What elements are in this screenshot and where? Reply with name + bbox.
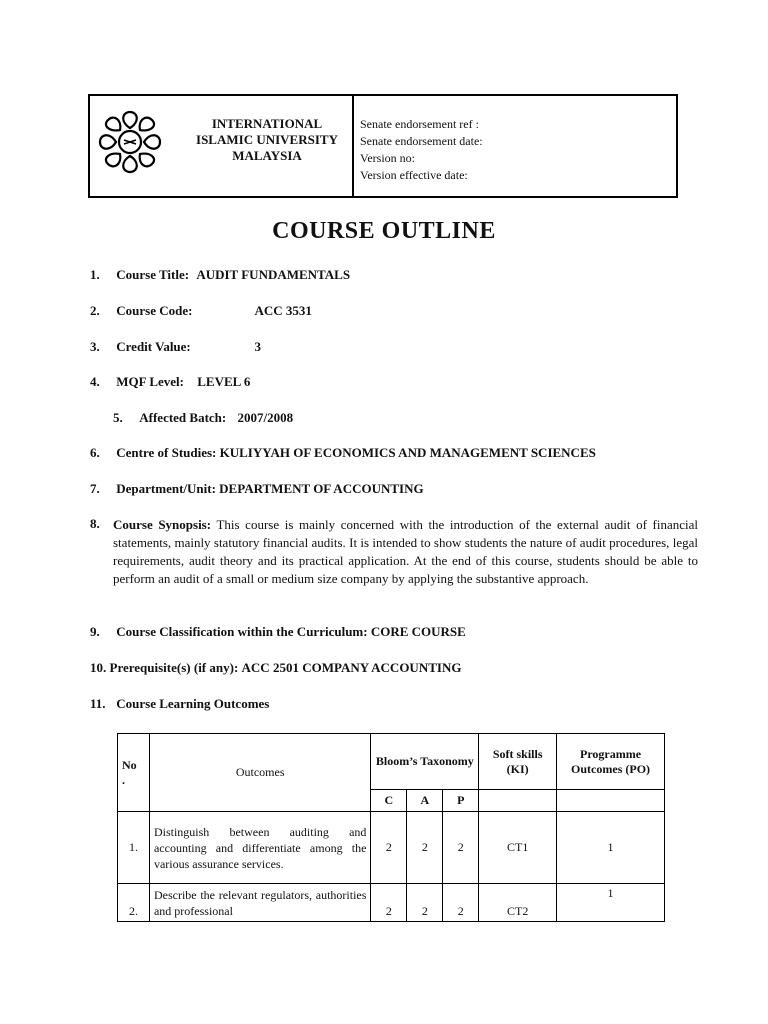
- centre-value: KULIYYAH OF ECONOMICS AND MANAGEMENT SCIENCES: [219, 445, 596, 460]
- row-a: 2: [407, 884, 443, 922]
- item-number: 6.: [90, 445, 100, 460]
- row-outcome: Describe the relevant regulators, authorities and professional: [149, 884, 370, 922]
- university-name: [182, 116, 352, 164]
- row-c: 2: [371, 884, 407, 922]
- item-number: 7.: [90, 481, 100, 496]
- row-p: 2: [443, 812, 479, 884]
- item-number: 8.: [90, 516, 100, 531]
- row-ki: CT2: [479, 884, 557, 922]
- document-header: [88, 94, 678, 198]
- header-a: A: [407, 790, 443, 812]
- row-c: 2: [371, 812, 407, 884]
- item-label: Centre of Studies:: [116, 445, 217, 460]
- synopsis-text: This course is mainly concerned with the introduction of the external audit of financial statements, mainly statutory financial audits. It is intended to show students the nature of audit procedures, legal requirements, audit theory and its practical application. At the end of this course, students should be able to perform an audit of a small or medium size company by applying the substantive approach.: [113, 517, 698, 586]
- row-no: 1.: [118, 812, 150, 884]
- affected-batch-item: [113, 409, 293, 427]
- department-value: DEPARTMENT OF ACCOUNTING: [219, 481, 424, 496]
- version-no: Version no:: [360, 151, 415, 165]
- affected-batch-value: 2007/2008: [237, 410, 294, 425]
- mqf-level-value: LEVEL 6: [197, 374, 251, 389]
- item-number: 10.: [90, 660, 107, 675]
- header-empty: [479, 790, 557, 812]
- row-ki: CT1: [479, 812, 557, 884]
- item-number: 3.: [90, 339, 100, 354]
- course-title-value: AUDIT FUNDAMENTALS: [196, 267, 351, 282]
- classification-item: [90, 623, 466, 641]
- classification-value: CORE COURSE: [370, 624, 466, 639]
- item-label: Course Code:: [116, 303, 193, 318]
- item-number: 2.: [90, 303, 100, 318]
- header-soft-skills: Soft skills (KI): [479, 734, 557, 790]
- synopsis-item: [113, 516, 698, 588]
- header-no-label: No: [122, 757, 137, 772]
- header-p: P: [443, 790, 479, 812]
- item-label: Credit Value:: [116, 339, 191, 354]
- credit-value-item: [90, 338, 261, 356]
- course-code-value: ACC 3531: [254, 303, 312, 318]
- table-row: [118, 812, 665, 884]
- learning-outcomes-item: [90, 695, 269, 713]
- table-row: [118, 884, 665, 922]
- header-no: [118, 734, 150, 812]
- senate-date: Senate endorsement date:: [360, 134, 483, 148]
- item-label: Department/Unit:: [116, 481, 216, 496]
- table-header-row: [118, 734, 665, 790]
- centre-item: [90, 444, 596, 462]
- mqf-level-item: [90, 373, 250, 391]
- header-outcomes: Outcomes: [149, 734, 370, 812]
- prerequisite-item: [90, 659, 461, 677]
- learning-outcomes-table: [117, 733, 665, 922]
- university-line: MALAYSIA: [232, 148, 302, 163]
- item-label: Course Learning Outcomes: [116, 696, 270, 711]
- header-blooms: Bloom’s Taxonomy: [371, 734, 479, 790]
- row-p: 2: [443, 884, 479, 922]
- item-label: Affected Batch:: [139, 410, 227, 425]
- university-line: ISLAMIC UNIVERSITY: [196, 132, 338, 147]
- prerequisite-value: ACC 2501 COMPANY ACCOUNTING: [241, 660, 462, 675]
- item-label: Course Synopsis:: [113, 517, 212, 532]
- row-po: 1: [557, 884, 665, 922]
- course-code-item: [90, 302, 312, 320]
- header-divider: [352, 96, 354, 196]
- item-number: 4.: [90, 374, 100, 389]
- header-c: C: [371, 790, 407, 812]
- senate-info: [360, 116, 660, 184]
- senate-ref: Senate endorsement ref :: [360, 117, 479, 131]
- header-po: Programme Outcomes (PO): [557, 734, 665, 790]
- header-empty: [557, 790, 665, 812]
- row-po: 1: [557, 812, 665, 884]
- page-title: COURSE OUTLINE: [272, 218, 496, 244]
- item-label: Course Classification within the Curriculum:: [116, 624, 368, 639]
- row-a: 2: [407, 812, 443, 884]
- item-number: 9.: [90, 624, 100, 639]
- item-number: 1.: [90, 267, 100, 282]
- course-title-item: [90, 266, 350, 284]
- version-date: Version effective date:: [360, 168, 468, 182]
- item-label: MQF Level:: [116, 374, 184, 389]
- row-outcome: Distinguish between auditing and accounting and differentiate among the various assurance services.: [149, 812, 370, 884]
- header-no-dot: .: [122, 772, 125, 787]
- row-no: 2.: [118, 884, 150, 922]
- credit-value-value: 3: [254, 339, 261, 354]
- item-number: 11.: [90, 696, 106, 711]
- item-label: Course Title:: [116, 267, 190, 282]
- university-line: INTERNATIONAL: [211, 116, 323, 131]
- department-item: [90, 480, 424, 498]
- university-logo: [94, 106, 166, 178]
- item-number: 5.: [113, 410, 123, 425]
- item-label: Prerequisite(s) (if any):: [109, 660, 239, 675]
